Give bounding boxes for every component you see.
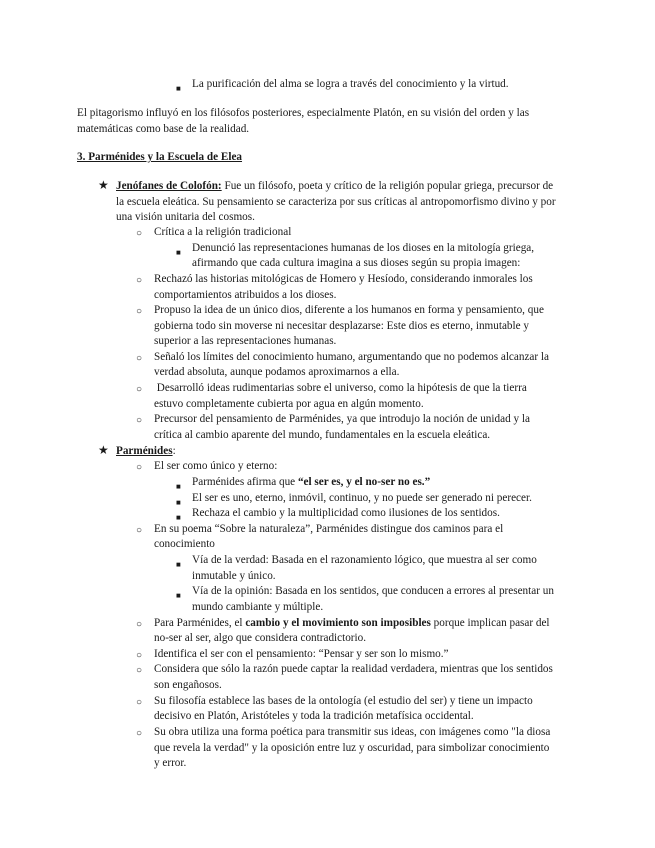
list-item: En su poema “Sobre la naturaleza”, Parménides distingue dos caminos para el	[154, 523, 504, 535]
list-item: Vía de la verdad: Basada en el razonamiento lógico, que muestra al ser como	[192, 554, 537, 566]
list-item-continuation: son engañosos.	[154, 679, 222, 691]
paragraph-line: El pitagorismo influyó en los filósofos posteriores, especialmente Platón, en su visión del orden y las	[77, 107, 530, 119]
list-item-continuation: superior a las representaciones humanas.	[154, 335, 337, 347]
list-item-continuation: no-ser al ser, algo que considera contradictorio.	[154, 632, 367, 644]
list-item: El ser es uno, eterno, inmóvil, continuo, y no puede ser generado ni perecer.	[192, 492, 532, 504]
star-bullet-icon: ★	[98, 443, 109, 457]
list-item: Identifica el ser con el pensamiento: “Pensar y ser son lo mismo.”	[154, 648, 449, 660]
star-bullet-icon: ★	[98, 178, 109, 192]
list-item: Para Parménides, el cambio y el movimiento son imposibles porque implican pasar del	[154, 617, 550, 629]
parmenides-name: Parménides	[116, 445, 173, 457]
list-item-continuation: crítica al cambio aparente del mundo, fundamentales en la escuela eleática.	[154, 429, 491, 441]
list-item: Señaló los límites del conocimiento humano, argumentando que no podemos alcanzar la	[154, 351, 549, 363]
circle-bullet-icon: ○	[136, 275, 143, 286]
square-bullet-icon: ■	[176, 482, 181, 491]
list-item: Considera que sólo la razón puede captar la realidad verdadera, mientras que los sentidos	[154, 663, 553, 675]
square-bullet-icon: ■	[176, 560, 181, 569]
list-item: Su obra utiliza una forma poética para transmitir sus ideas, con imágenes como "la diosa	[154, 726, 551, 738]
circle-bullet-icon: ○	[136, 353, 143, 364]
circle-bullet-icon: ○	[136, 228, 143, 239]
list-item: Desarrolló ideas rudimentarias sobre el universo, como la hipótesis de que la tierra	[154, 382, 527, 394]
circle-bullet-icon: ○	[136, 697, 143, 708]
list-item-continuation: estuvo completamente cubierta por agua en algún momento.	[154, 398, 424, 410]
list-item: Su filosofía establece las bases de la ontología (el estudio del ser) y tiene un impacto	[154, 695, 533, 707]
circle-bullet-icon: ○	[136, 665, 143, 676]
circle-bullet-icon: ○	[136, 384, 143, 395]
circle-bullet-icon: ○	[136, 728, 143, 739]
circle-bullet-icon: ○	[136, 525, 143, 536]
circle-bullet-icon: ○	[136, 650, 143, 661]
list-item-continuation: comportamientos atribuidos a los dioses.	[154, 289, 337, 301]
circle-bullet-icon: ○	[136, 619, 143, 630]
circle-bullet-icon: ○	[136, 306, 143, 317]
list-item-continuation: conocimiento	[154, 538, 215, 550]
circle-bullet-icon: ○	[136, 415, 143, 426]
list-item: Parménides afirma que “el ser es, y el no-ser no es.”	[192, 476, 431, 488]
square-bullet-icon: ■	[176, 513, 181, 522]
list-item-continuation: decisivo en Platón, Aristóteles y toda la tradición metafísica occidental.	[154, 710, 474, 722]
paragraph-line: una visión unitaria del cosmos.	[116, 211, 255, 223]
square-bullet-icon: ■	[176, 84, 181, 93]
parmenides-heading: Parménides:	[116, 445, 176, 457]
circle-bullet-icon: ○	[136, 462, 143, 473]
list-item: Propuso la idea de un único dios, diferente a los humanos en forma y pensamiento, que	[154, 304, 544, 316]
list-item: Vía de la opinión: Basada en los sentidos, que conducen a errores al presentar un	[192, 585, 554, 597]
list-item: Denunció las representaciones humanas de los dioses en la mitología griega,	[192, 242, 535, 254]
list-item-continuation: afirmando que cada cultura imagina a sus dioses según su propia imagen:	[192, 257, 521, 269]
paragraph-line: la escuela eleática. Su pensamiento se caracteriza por sus críticas al antropomorfismo divino y por	[116, 196, 556, 208]
list-item-continuation: gobierna todo sin moverse ni necesitar desplazarse: Este dios es eterno, inmutable y	[154, 320, 529, 332]
square-bullet-icon: ■	[176, 498, 181, 507]
list-item-continuation: mundo cambiante y múltiple.	[192, 601, 324, 613]
list-item: El ser como único y eterno:	[154, 460, 278, 472]
paragraph-line: matemáticas como base de la realidad.	[77, 123, 250, 135]
list-item: Rechazó las historias mitológicas de Homero y Hesíodo, considerando inmorales los	[154, 273, 533, 285]
square-bullet-icon: ■	[176, 248, 181, 257]
list-item: Rechaza el cambio y la multiplicidad como ilusiones de los sentidos.	[192, 507, 500, 519]
section-heading: 3. Parménides y la Escuela de Elea	[77, 151, 243, 163]
list-item-continuation: y error.	[154, 757, 187, 769]
list-item-continuation: que revela la verdad" y la oposición entre luz y oscuridad, para simbolizar conocimiento	[154, 742, 550, 754]
list-item: Crítica a la religión tradicional	[154, 226, 292, 238]
square-bullet-icon: ■	[176, 591, 181, 600]
jenofanes-intro: Jenófanes de Colofón: Fue un filósofo, poeta y crítico de la religión popular griega, precursor de	[116, 180, 554, 192]
list-item-continuation: inmutable y único.	[192, 570, 276, 582]
jenofanes-name: Jenófanes de Colofón:	[116, 180, 222, 192]
list-item: Precursor del pensamiento de Parménides, ya que introdujo la noción de unidad y la	[154, 413, 530, 425]
list-item: La purificación del alma se logra a través del conocimiento y la virtud.	[192, 78, 509, 90]
list-item-continuation: verdad absoluta, aunque podamos aproximarnos a ella.	[154, 366, 400, 378]
